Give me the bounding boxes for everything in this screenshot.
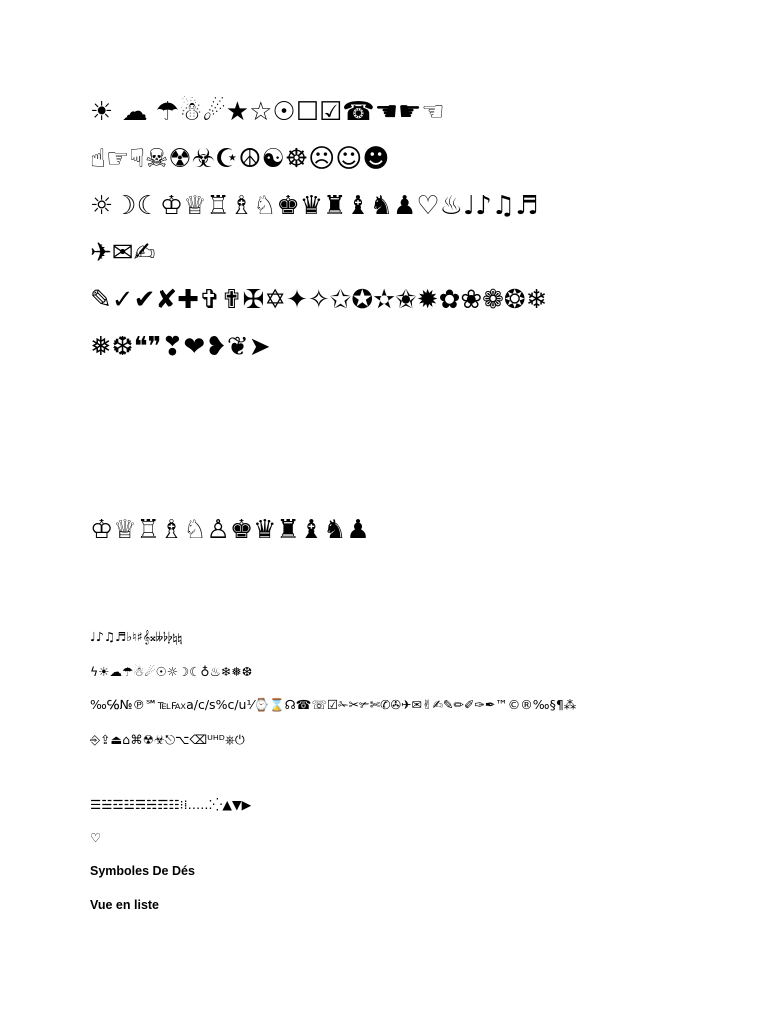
symbol-line-weather-hands: ☀ ☁ ☂☃☄★☆☉☐☑☎☚☛☜ <box>90 97 445 127</box>
symbol-line-pencils-stars-flowers: ✎✓✔✘✚✞✟✠✡✦✧✩✪✫✬✹✿❀❁❂❄ <box>90 285 548 315</box>
keyboard-symbols-line: ⎆⇪⏏⌂⌘☢☣⎋⌥⌫ᵁᴴᴰ⎈⏻ <box>90 732 245 747</box>
symbol-line-snow-hearts: ❅❆❝❞❣❤❥❦➤ <box>90 332 271 362</box>
shape-symbols-line: ☰☱☲☳☴☵☶☷⁝⁞‥…⁚⁛▲▼▶ <box>90 797 252 812</box>
chess-symbols-line: ♔♕♖♗♘♙♚♛♜♝♞♟ <box>90 515 370 545</box>
misc-symbols-line: ‰℅№℗℠℡℻a/c/s%c/u⅟⌚⌛☊☎☏☑✁✂✃✄✆✇✈✉✌✍✎✏✐✑✒™©®‰§¶⁂ <box>90 697 577 712</box>
music-symbols-line: ♩♪♫♬♭♮♯𝄞𝄪𝄫𝄬𝄭𝄮𝄯 <box>90 629 183 644</box>
symbol-line-hands-faces: ☝☞☟☠☢☣☪☮☯☸☹☺☻ <box>90 144 390 174</box>
list-view-heading: Vue en liste <box>90 898 160 912</box>
heart-symbol-line: ♡ <box>90 830 102 845</box>
dice-symbols-heading: Symboles De Dés <box>90 864 195 878</box>
symbol-line-plane-mail: ✈✉✍ <box>90 238 156 268</box>
weather-symbols-line: ϟ☀☁☂☃☄☉☼☽☾♁♨❄❅❆ <box>90 664 253 679</box>
symbol-line-moon-chess-music: ☼☽☾♔♕♖♗♘♚♛♜♝♞♟♡♨♩♪♫♬ <box>90 191 539 221</box>
